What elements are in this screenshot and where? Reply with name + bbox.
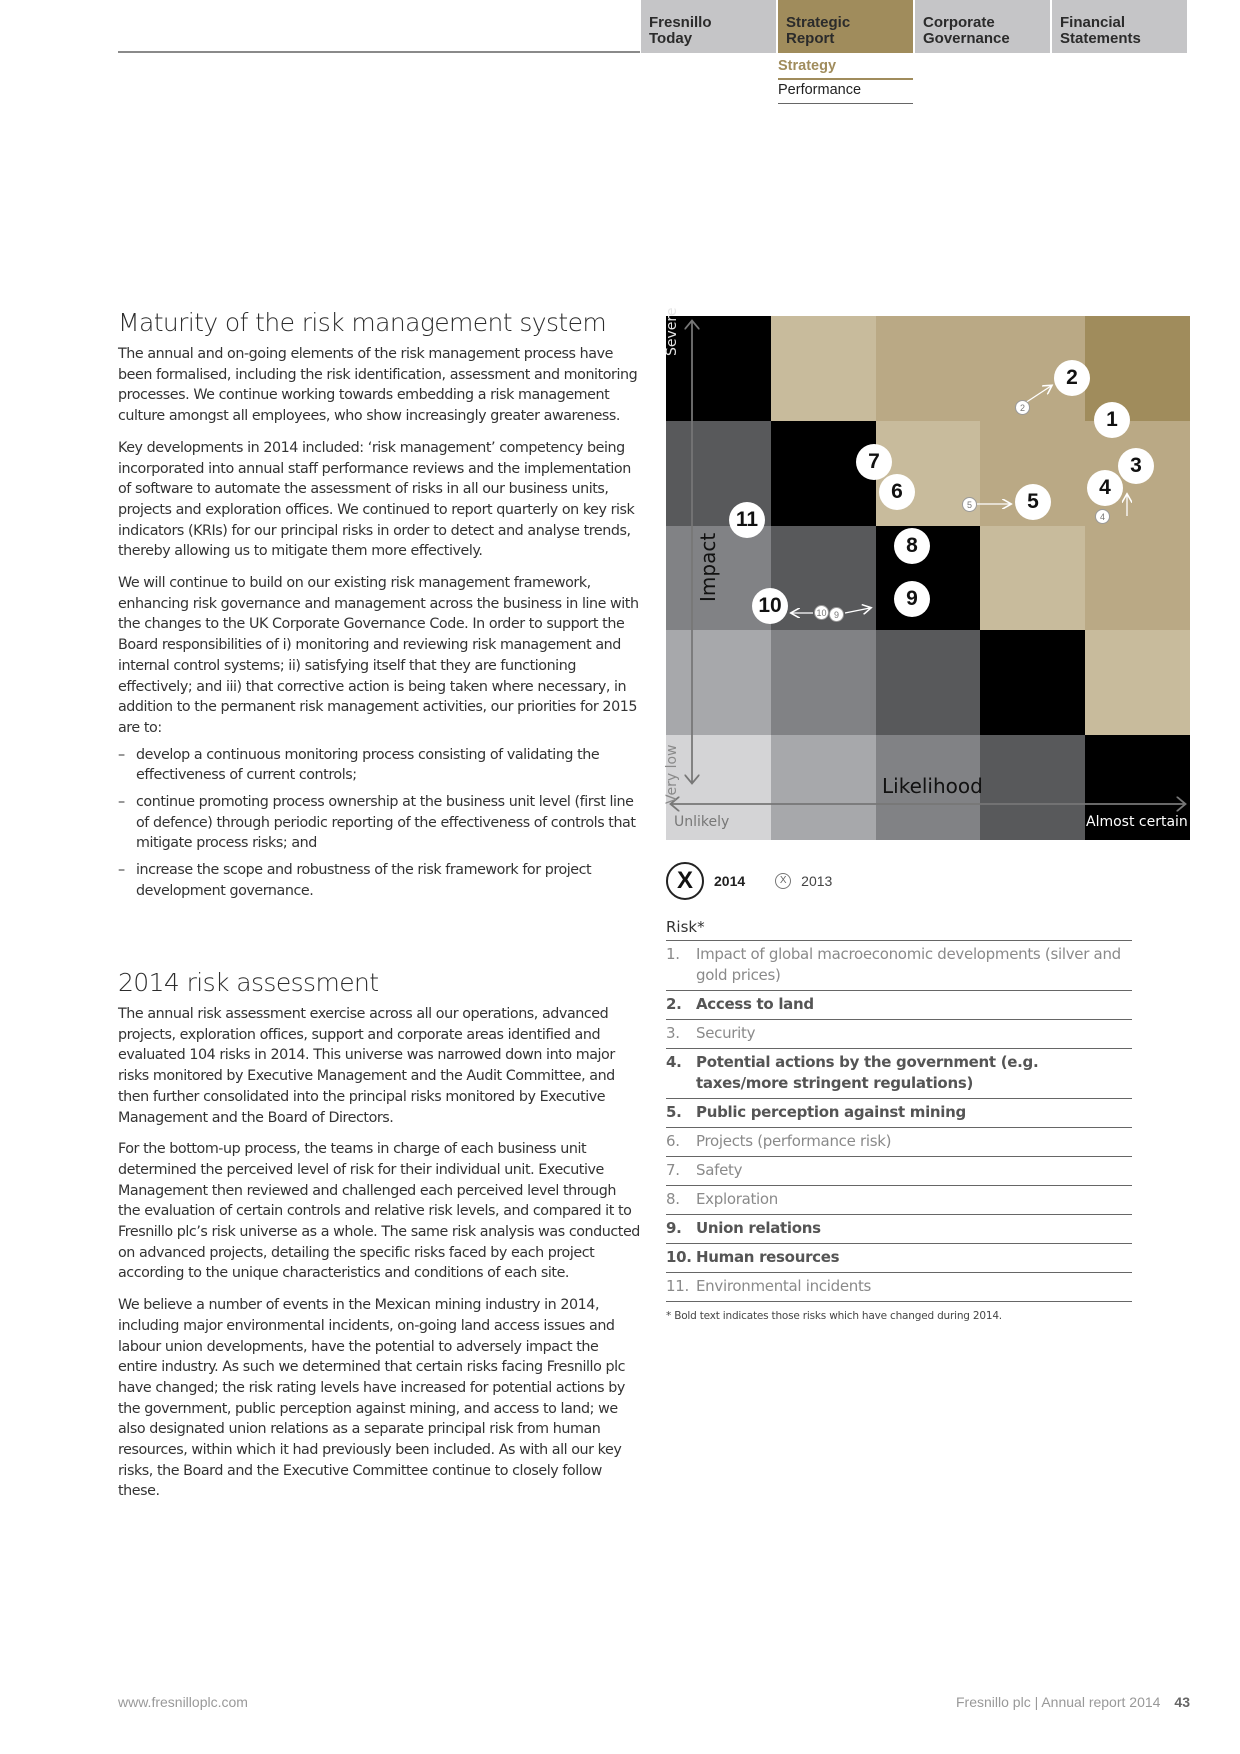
risk-row [666, 1099, 1132, 1128]
risk-row [666, 1186, 1132, 1215]
risk-text: Projects (performance risk) [696, 1132, 892, 1150]
paragraph: For the bottom-up process, the teams in charge of each business unit determined the perceived level of risk for their individual unit. Executive Management then reviewed and challenged each perceived level through the evaluation of certain controls and relative risk levels, and compared it to Fresnillo plc’s risk universe as a whole. The same risk analysis was conducted on advanced projects, detailing the specific risks faced by each project according to the unique characteristics and conditions of each site. [118, 1141, 640, 1282]
matrix-legend [666, 862, 832, 900]
movement-arrow [845, 608, 870, 613]
risk-row [666, 941, 1132, 991]
footer-report-title: Fresnillo plc | Annual report 2014 [956, 1694, 1161, 1710]
tab-label: Governance [923, 30, 1010, 47]
priorities-list [118, 745, 640, 902]
risk-row [666, 1020, 1132, 1049]
paragraph: We believe a number of events in the Mexican mining industry in 2014, including major environmental incidents, on-going land access issues and labour union developments, have the potential to adversely impact the entire industry. As such we determined that certain risks facing Fresnillo plc have changed; the risk rating levels have increased for potential actions by the government, public perception against mining, and access to land; we also designated union relations as a separate principal risk from human resources, within which it had previously been included. As with all our key risks, the Board and the Executive Committee continue to closely follow these. [118, 1297, 626, 1500]
risk-number: 9. [666, 1219, 682, 1237]
risk-number: 7. [666, 1161, 680, 1179]
risk-bubble-4: 4 [1087, 470, 1123, 506]
risk-number: 1. [666, 945, 680, 963]
matrix-axes [666, 316, 1190, 840]
likelihood-axis-title: Likelihood [882, 774, 983, 798]
risk-row [666, 991, 1132, 1020]
risk-list [666, 918, 1132, 1322]
risk-bubble-2: 2 [1054, 360, 1090, 396]
risk-bubble-1: 1 [1094, 402, 1130, 438]
tab-label: Financial [1060, 14, 1126, 31]
tab-label: Strategic [786, 14, 851, 31]
risk-bubble-9: 9 [894, 581, 930, 617]
risk-number: 2. [666, 995, 682, 1013]
subnav-item-strategy[interactable]: Strategy [778, 56, 913, 80]
risk-text: Impact of global macroeconomic developments (silver and gold prices) [696, 945, 1121, 984]
tab-label: Corporate [923, 14, 995, 31]
risk-rows [666, 941, 1132, 1302]
tab-financial-statements[interactable] [1052, 0, 1187, 53]
risk-text: Security [696, 1024, 756, 1042]
risk-text: Potential actions by the government (e.g. taxes/more stringent regulations) [696, 1053, 1039, 1092]
risk-bubble-10: 10 [752, 588, 788, 624]
risk-bubble-7: 7 [856, 444, 892, 480]
risk-bubble-3: 3 [1118, 448, 1154, 484]
risk-row [666, 1157, 1132, 1186]
maturity-section [118, 308, 640, 908]
risk-row [666, 1049, 1132, 1099]
risk-number: 5. [666, 1103, 682, 1121]
risk-row [666, 1128, 1132, 1157]
subnav-item-performance[interactable]: Performance [778, 80, 913, 104]
page-number: 43 [1174, 1694, 1190, 1710]
risk-2013-5: 5 [962, 497, 977, 512]
footnote: * Bold text indicates those risks which have changed during 2014. [666, 1310, 1002, 1322]
impact-low-label: Very low [664, 744, 680, 804]
risk-2013-10: 10 [814, 605, 829, 620]
footer-url[interactable]: www.fresnilloplc.com [118, 1694, 248, 1710]
risk-bubble-6: 6 [879, 474, 915, 510]
legend-2013-label: 2013 [801, 873, 833, 889]
risk-row [666, 1244, 1132, 1273]
risk-text: Access to land [696, 995, 814, 1013]
risk-number: 10. [666, 1248, 692, 1266]
risk-matrix [664, 307, 1190, 840]
risk-row [666, 1273, 1132, 1302]
header-rule [118, 51, 640, 53]
risk-text: Exploration [696, 1190, 779, 1208]
paragraph: The annual risk assessment exercise across all our operations, advanced projects, exploration offices, support and corporate areas identified and evaluated 104 risks in 2014. This universe was narrowed down into major risks monitored by Executive Management and the Audit Committee, and then further consolidated into the principal risks monitored by Executive Management and the Board of Directors. [118, 1006, 615, 1126]
tab-strategic-report[interactable] [778, 0, 913, 53]
risk-list-heading: Risk* [666, 918, 1132, 941]
section-title: Maturity of the risk management system [118, 308, 607, 337]
risk-text: Environmental incidents [696, 1277, 872, 1295]
risk-bubble-8: 8 [894, 528, 930, 564]
tab-fresnillo-today[interactable] [641, 0, 776, 53]
risk-2013-2: 2 [1015, 400, 1030, 415]
footer-report [956, 1694, 1190, 1710]
paragraph: We will continue to build on our existing risk management framework, enhancing risk governance and management across the business in line with the changes to the UK Corporate Governance Code. In order to support the Board responsibilities of i) monitoring and reviewing risk management and internal control systems; ii) satisfying itself that they are functioning effectively; and iii) that corrective action is being taken where necessary, in addition to the permanent risk management activities, our priorities for 2015 are to: [118, 575, 639, 736]
likelihood-low-label: Unlikely [674, 814, 730, 830]
risk-number: 11. [666, 1277, 689, 1295]
tab-label: Fresnillo [649, 14, 712, 31]
tab-label: Report [786, 30, 835, 47]
legend-2013-marker: X [775, 873, 791, 889]
movement-arrow [1025, 386, 1051, 403]
risk-number: 4. [666, 1053, 682, 1071]
impact-axis-title: Impact [696, 532, 720, 602]
likelihood-high-label: Almost certain [1086, 814, 1188, 830]
risk-text: Human resources [696, 1248, 840, 1266]
risk-row [666, 1215, 1132, 1244]
risk-assessment-section [118, 968, 640, 1502]
paragraph: The annual and on-going elements of the risk management process have been formalised, including the risk identification, assessment and monitoring processes. We continue working towards embedding a risk management culture amongst all employees, who show increasingly greater awareness. [118, 346, 638, 425]
risk-number: 8. [666, 1190, 680, 1208]
section-title: 2014 risk assessment [118, 968, 379, 997]
risk-text: Safety [696, 1161, 743, 1179]
section-nav [641, 0, 1189, 53]
paragraph: Key developments in 2014 included: ‘risk management’ competency being incorporated into annual staff performance reviews and the implementation of software to automate the assessment of risks in all our business units, projects and exploration offices. We continued to report quarterly on key risk indicators (KRIs) for our principal risks in order to detect and analyse trends, thereby allowing us to mitigate them more effectively. [118, 439, 635, 560]
tab-corporate-governance[interactable] [915, 0, 1050, 53]
risk-number: 6. [666, 1132, 680, 1150]
list-item: – continue promoting process ownership at the business unit level (first line of defence) through periodic reporting of the effectiveness of controls that mitigate process risks; and [118, 792, 640, 854]
legend-2014-marker: X [666, 862, 704, 900]
risk-text: Public perception against mining [696, 1103, 966, 1121]
list-item: – increase the scope and robustness of the risk framework for project development governance. [118, 860, 640, 901]
list-item: – develop a continuous monitoring process consisting of validating the effectiveness of current controls; [118, 745, 640, 786]
risk-bubble-5: 5 [1015, 484, 1051, 520]
impact-high-label: Severe [664, 307, 680, 356]
risk-2013-9: 9 [829, 607, 844, 622]
risk-text: Union relations [696, 1219, 821, 1237]
tab-label: Today [649, 30, 693, 47]
risk-bubble-11: 11 [729, 502, 765, 538]
tab-label: Statements [1060, 30, 1141, 47]
risk-number: 3. [666, 1024, 680, 1042]
sub-nav [778, 56, 913, 104]
risk-2013-4: 4 [1095, 509, 1110, 524]
legend-2014-label: 2014 [714, 873, 746, 889]
